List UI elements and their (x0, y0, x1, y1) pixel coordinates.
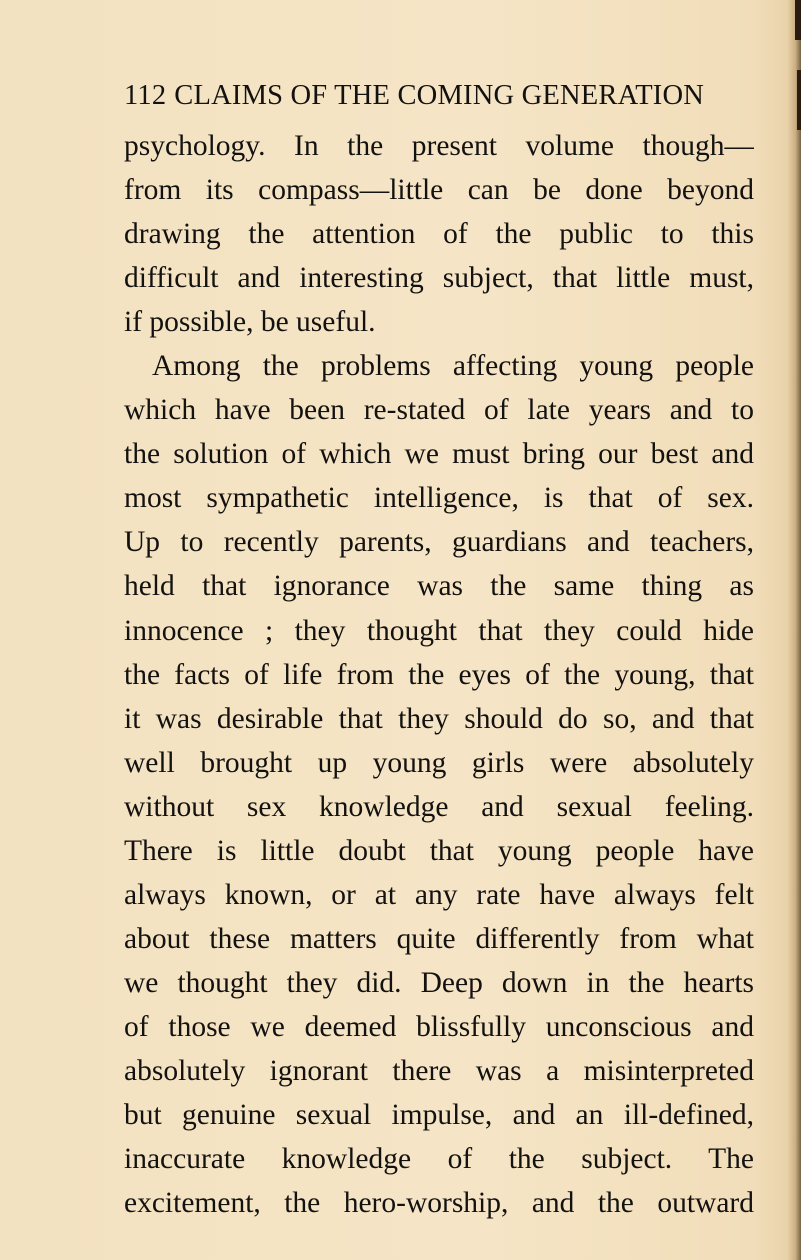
text-line: most sympathetic intelligence, is that of sex. (124, 482, 754, 515)
text-line: excitement, the hero-worship, and the outward (124, 1187, 754, 1220)
text-line: difficult and interesting subject, that little must, (124, 262, 754, 295)
text-line: the facts of life from the eyes of the young, that (124, 658, 754, 691)
text-line: without sex knowledge and sexual feeling. (124, 790, 754, 823)
text-line: held that ignorance was the same thing as (124, 570, 754, 603)
text-line: of those we deemed blissfully unconscious and (124, 1010, 754, 1043)
running-header (124, 80, 705, 112)
text-line: it was desirable that they should do so, and that (124, 702, 754, 735)
text-line: about these matters quite differently from what (124, 922, 754, 955)
text-line: but genuine sexual impulse, and an ill-defined, (124, 1099, 754, 1132)
text-line: from its compass—little can be done beyond (124, 174, 754, 207)
text-line: if possible, be useful. (124, 306, 376, 339)
page-number: 112 (124, 80, 167, 111)
running-title: CLAIMS OF THE COMING GENERATION (174, 80, 705, 111)
text-line: psychology. In the present volume though— (124, 130, 754, 162)
text-line: innocence ; they thought that they could hide (124, 614, 754, 647)
page-edge-shadow (787, 0, 801, 1260)
text-line: absolutely ignorant there was a misinterpreted (124, 1054, 754, 1087)
paragraph-start-line: Among the problems affecting young people (152, 350, 754, 383)
text-line: which have been re-stated of late years and to (124, 394, 754, 427)
text-line: Up to recently parents, guardians and teachers, (124, 526, 754, 559)
page-edge-mark (797, 70, 801, 130)
text-line: the solution of which we must bring our best and (124, 438, 754, 471)
text-line: drawing the attention of the public to this (124, 218, 754, 251)
text-line: we thought they did. Deep down in the hearts (124, 966, 754, 999)
body-text (124, 124, 754, 1225)
text-line: well brought up young girls were absolutely (124, 746, 754, 779)
text-line: There is little doubt that young people have (124, 834, 754, 867)
page-edge-mark (795, 0, 801, 40)
text-line: inaccurate knowledge of the subject. The (124, 1143, 754, 1176)
text-line: always known, or at any rate have always felt (124, 878, 754, 911)
